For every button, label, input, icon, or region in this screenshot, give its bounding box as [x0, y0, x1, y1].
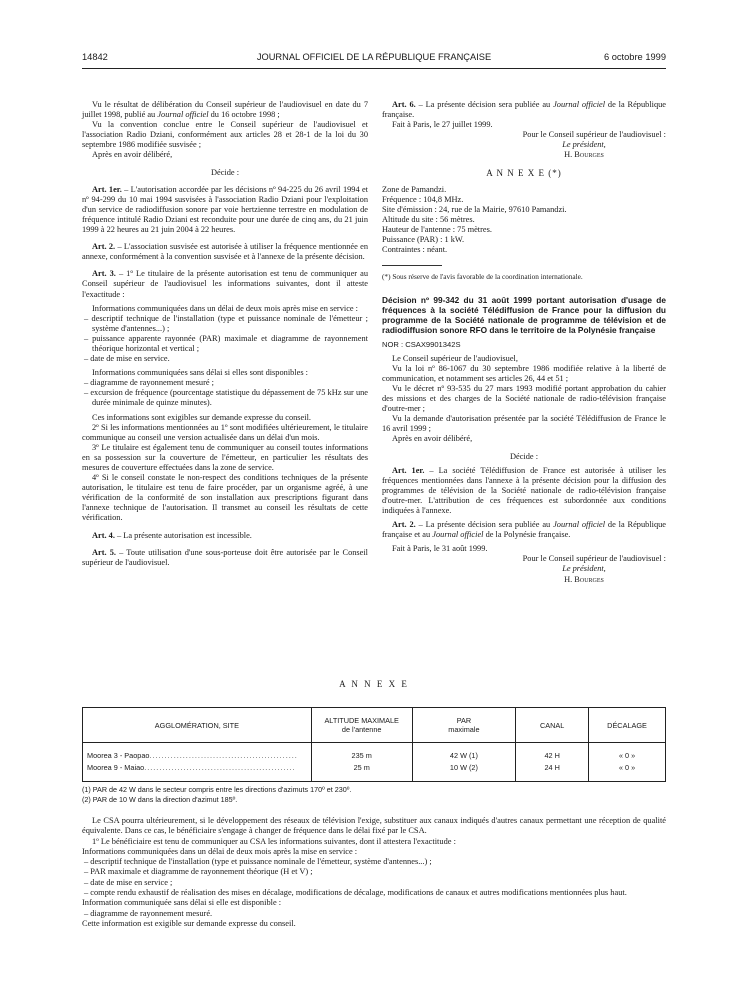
annexe-site: Site d'émission : 24, rue de la Mairie, 97610 Pamandzi. [382, 204, 567, 214]
info-without-delay: Informations communiquées sans délai si elles sont disponibles : [92, 368, 308, 378]
header-altitude: ALTITUDE MAXIMALE de l'antenne [311, 708, 412, 743]
right-column [382, 100, 666, 585]
conseil-heading: Le Conseil supérieur de l'audiovisuel, [392, 353, 518, 363]
vu-demande: Vu la demande d'autorisation présentée par la société Télédiffusion de France le 16 avril 1999 ; [382, 414, 666, 434]
signature-name-2: H. Bourges [564, 574, 604, 584]
header-rule [82, 68, 666, 69]
vu-resultat: Vu le résultat de délibération du Conseil supérieur de l'audiovisuel en date du 7 juillet 1998, publié au Journal officiel du 16 octobre 1998 ; [82, 100, 368, 120]
annexe-title: A N N E X E (*) [486, 167, 562, 178]
article-4: Art. 4. – La présente autorisation est incessible. [92, 530, 252, 540]
signature-title-1: Le président, [562, 140, 606, 150]
cell-canal: 24 H [516, 761, 589, 782]
bottom-section [82, 816, 666, 929]
list-item: – compte rendu exhaustif de réalisation des mises en décalage, modifications de décalage, modifications de canaux et autres modifications mentionnées plus haut. [84, 888, 627, 898]
decision-title: Décision nº 99-342 du 31 août 1999 portant autorisation d'usage de fréquences à la société Télédiffusion de France pour la diffusion du programme de la Société nationale de programme de télévision et de radiodiffusion sonore RFO dans le territoire de la Polynésie française [382, 295, 666, 335]
article-6: Art. 6. – La présente décision sera publiée au Journal officiel de la République française. [382, 100, 667, 120]
point-4: 4º Si le conseil constate le non-respect des conditions techniques de la présente autorisation, le titulaire est tenu de faire procéder, par un organisme agréé, à une vérification de la conformité de son installation aux prescriptions figurant dans l'annexe technique de l'autorisation. Il transmet au conseil les résultats de cette vérification. [82, 473, 368, 523]
header-site: AGGLOMÉRATION, SITE [83, 708, 312, 743]
annexe-table-title: A N N E X E [339, 679, 409, 689]
article-5: Art. 5. – Toute utilisation d'une sous-porteuse doit être autorisée par le Conseil supérieur de l'audiovisuel. [82, 547, 368, 567]
cell-decalage: « 0 » [589, 743, 666, 762]
cell-altitude: 25 m [311, 761, 412, 782]
exigibles: Ces informations sont exigibles sur demande expresse du conseil. [92, 412, 311, 422]
table-notes [82, 785, 666, 805]
csa-paragraph: Le CSA pourra ultérieurement, si le développement des réseaux de télévision l'exige, substituer aux canaux indiqués d'autres canaux permettant une réception de qualité équivalente. Dans ce cas, le bénéficiaire s'engage à changer de fréquence dans le délai fixé par le CSA. [82, 816, 666, 836]
vu-decret: Vu le décret nº 93-535 du 27 mars 1993 modifié portant approbation du cahier des missions et des charges de la Société nationale de radio-télévision française d'outre-mer ; [382, 383, 666, 414]
point-2: 2º Si les informations mentionnées au 1º sont modifiées ultérieurement, le titulaire communique au conseil une version actualisée dans un délai d'un mois. [82, 422, 368, 442]
point-1-b: 1º Le bénéficiaire est tenu de communiquer au CSA les informations suivantes, dont il attestera l'exactitude : [92, 836, 456, 846]
signature-conseil-1: Pour le Conseil supérieur de l'audiovisuel : [522, 130, 666, 140]
list-item: – date de mise en service. [84, 354, 170, 364]
header-canal: CANAL [516, 708, 589, 743]
table-header-row [83, 708, 666, 743]
left-column [82, 100, 368, 568]
list-item: – excursion de fréquence (pourcentage statistique du dépassement de 75 kHz sur une durée minimale de quinze minutes). [84, 388, 368, 408]
table-row [83, 743, 666, 762]
header-decalage: DÉCALAGE [589, 708, 666, 743]
cell-decalage: « 0 » [589, 761, 666, 782]
article-2: Art. 2. – L'association susvisée est autorisée à utiliser la fréquence mentionnée en annexe, conformément à la convention susvisée et à l'annexe de la présente décision. [82, 242, 369, 262]
signature-name-1: H. Bourges [564, 150, 604, 160]
list-item: – puissance apparente rayonnée (PAR) maximale et diagramme de rayonnement théorique horizontal et vertical ; [84, 333, 368, 353]
annexe-hauteur: Hauteur de l'antenne : 75 mètres. [382, 225, 492, 235]
cell-site: Moorea 3 - Paopao................................................. [83, 743, 312, 762]
nor-reference: NOR : CSAX9901342S [382, 339, 461, 349]
footnote-rule [382, 265, 442, 266]
footnote: (*) Sous réserve de l'avis favorable de la coordination internationale. [382, 272, 583, 282]
apres-deliberation-2: Après en avoir délibéré, [392, 434, 473, 444]
list-item: – diagramme de rayonnement mesuré. [84, 908, 213, 918]
annexe-altitude: Altitude du site : 56 mètres. [382, 214, 475, 224]
point-3: 3º Le titulaire est également tenu de communiquer au conseil toutes informations en sa possession sur la couverture de l'émetteur, en particulier les résultats des mesures de couverture effectuées dans la zone de service. [82, 442, 368, 472]
signature-title-2: Le président, [562, 564, 606, 574]
cell-par: 42 W (1) [412, 743, 516, 762]
table-note: (1) PAR de 42 W dans le secteur compris entre les directions d'azimuts 170º et 230º. [82, 785, 352, 794]
article-3: Art. 3. – 1º Le titulaire de la présente autorisation est tenu de communiquer au Conseil supérieur de l'audiovisuel les informations suivantes, dont il atteste l'exactitude : [82, 269, 368, 299]
vu-loi: Vu la loi nº 86-1067 du 30 septembre 1986 modifiée relative à la liberté de communication, et notamment ses articles 26, 44 et 51 ; [382, 363, 666, 383]
page-header [82, 52, 666, 66]
list-item: – date de mise en service ; [84, 877, 173, 887]
article-2-b: Art. 2. – La présente décision sera publiée au Journal officiel de la République française et au Journal officiel de la Polynésie française. [382, 520, 667, 540]
list-item: – PAR maximale et diagramme de rayonnement théorique (H et V) ; [84, 867, 313, 877]
table-note: (2) PAR de 10 W dans la direction d'azimut 185º. [82, 795, 238, 804]
article-1: Art. 1er. – L'autorisation accordée par les décisions nº 94-225 du 26 avril 1994 et nº 94-299 du 10 mai 1994 susvisées à l'association Radio Dziani pour l'exploitation d'un service de radiodiffusion sonore par voie hertzienne terrestre en modulation de fréquence intitulé Radio Dziani est reconduite pour une durée de cinq ans, du 21 juin 1999 à 22 heures au 21 juin 2004 à 22 heures. [82, 184, 368, 235]
annexe-puissance: Puissance (PAR) : 1 kW. [382, 235, 465, 245]
cell-par: 10 W (2) [412, 761, 516, 782]
list-item: – descriptif technique de l'installation (type et puissance nominale de l'émetteur, système d'antennes...) ; [84, 857, 432, 867]
info-two-months: Informations communiquées dans un délai de deux mois après mise en service : [92, 303, 359, 313]
cell-altitude: 235 m [311, 743, 412, 762]
table-row [83, 761, 666, 782]
issue-date: 6 octobre 1999 [603, 52, 666, 62]
fait-a-paris-1: Fait à Paris, le 27 juillet 1999. [392, 120, 493, 130]
frequency-table [82, 707, 666, 782]
exigible-b: Cette information est exigible sur demande expresse du conseil. [82, 918, 296, 928]
cell-site: Moorea 9 - Maiao.................................................. [83, 761, 312, 782]
info-two-months-b: Informations communiquées dans un délai de deux mois après la mise en service : [82, 846, 358, 856]
article-1-b: Art. 1er. – La société Télédiffusion de France est autorisée à utiliser les fréquences mentionnées dans l'annexe à la présente décision pour la diffusion des programmes de télévision de la Société nationale de radio-télévision française d'outre-mer. L'attribution de ces fréquences est subordonnée aux conditions indiquées à l'annexe. [382, 465, 667, 515]
annexe-zone: Zone de Pamandzi. [382, 184, 447, 194]
list-item: – diagramme de rayonnement mesuré ; [84, 378, 214, 388]
info-without-delay-b: Information communiquée sans délai si elle est disponible : [82, 898, 282, 908]
signature-conseil-2: Pour le Conseil supérieur de l'audiovisuel : [522, 554, 666, 564]
fait-a-paris-2: Fait à Paris, le 31 août 1999. [392, 544, 488, 554]
page-number: 14842 [82, 52, 108, 62]
list-item: – descriptif technique de l'installation (type et puissance nominale de l'émetteur ; système d'antennes...) ; [84, 313, 368, 333]
vu-convention: Vu la convention conclue entre le Conseil supérieur de l'audiovisuel et l'association Radio Dziani, conformément aux articles 28 et 28-1 de la loi du 30 septembre 1986 modifiée susvisée ; [82, 120, 368, 150]
annexe-frequence: Fréquence : 104,8 MHz. [382, 194, 464, 204]
journal-title: JOURNAL OFFICIEL DE LA RÉPUBLIQUE FRANÇAISE [256, 52, 492, 62]
cell-canal: 42 H [516, 743, 589, 762]
decide-heading: Décide : [210, 167, 240, 177]
decide-heading-2: Décide : [509, 451, 539, 461]
annexe-contraintes: Contraintes : néant. [382, 245, 448, 255]
apres-deliberation: Après en avoir délibéré, [92, 150, 173, 160]
header-par: PAR maximale [412, 708, 516, 743]
